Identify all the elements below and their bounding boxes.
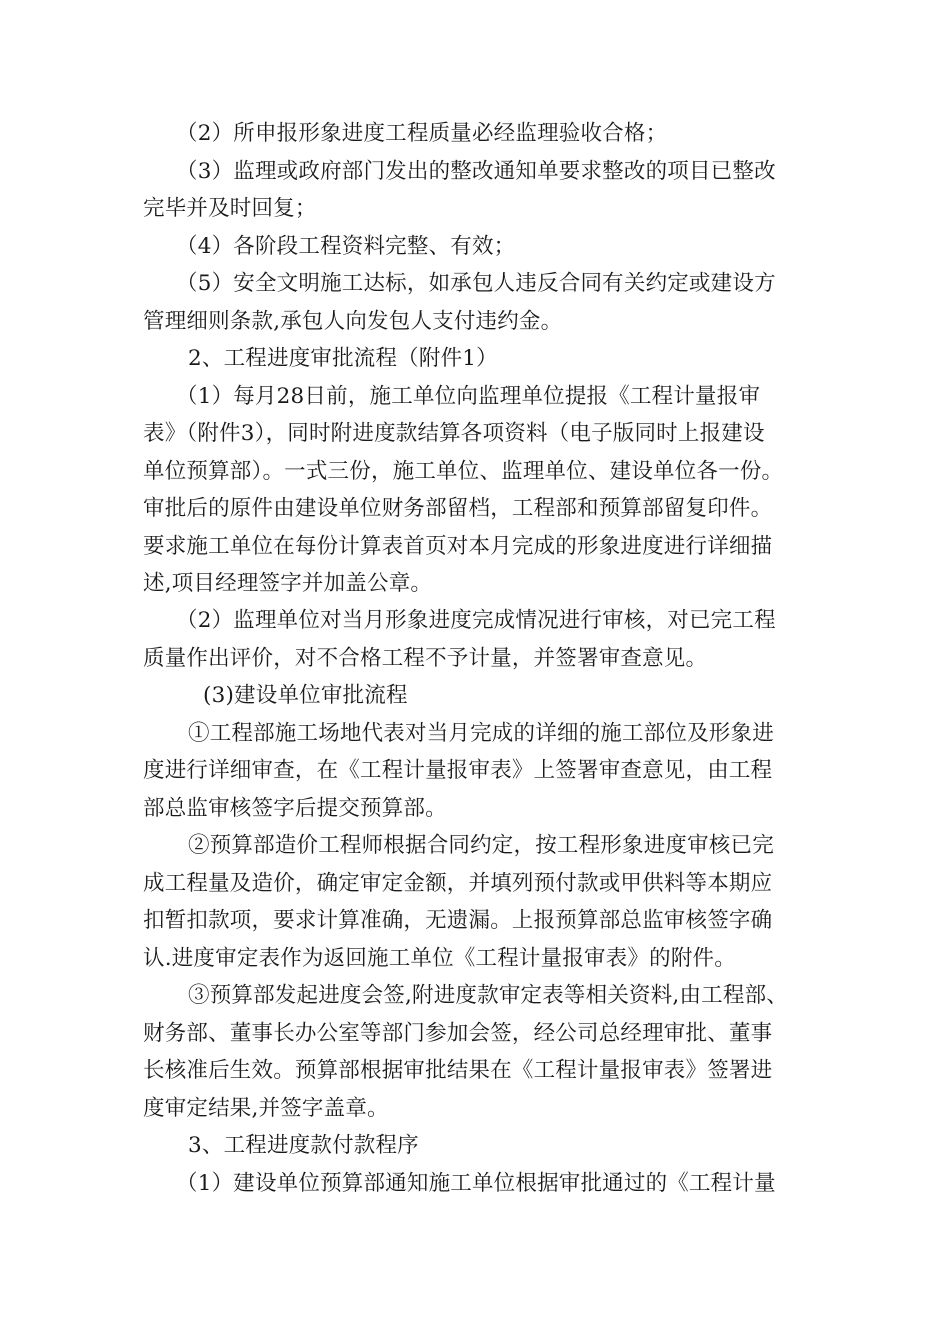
subsection-heading: (3)建设单位审批流程 — [203, 683, 408, 708]
text-line: 审批后的原件由建设单位财务部留档，工程部和预算部留复印件。 — [143, 496, 773, 521]
text-line: （1）建设单位预算部通知施工单位根据审批通过的《工程计量 — [176, 1171, 776, 1196]
section-heading: 2、工程进度审批流程（附件1） — [188, 346, 498, 371]
text-line: （5）安全文明施工达标，如承包人违反合同有关约定或建设方 — [176, 271, 776, 296]
text-line: 质量作出评价，对不合格工程不予计量，并签署审查意见。 — [143, 646, 708, 671]
text-line: 述,项目经理签字并加盖公章。 — [143, 571, 433, 596]
text-line: （3）监理或政府部门发出的整改通知单要求整改的项目已整改 — [176, 159, 776, 184]
text-line: （4）各阶段工程资料完整、有效； — [176, 234, 516, 259]
text-line: 长核准后生效。预算部根据审批结果在《工程计量报审表》签署进 — [143, 1058, 773, 1083]
text-line: 单位预算部）。一式三份，施工单位、监理单位、建设单位各一份。 — [143, 459, 784, 484]
text-line: ③预算部发起进度会签,附进度款审定表等相关资料,由工程部、 — [188, 983, 788, 1008]
text-line: （2）监理单位对当月形象进度完成情况进行审核，对已完工程 — [176, 608, 776, 633]
text-line: （2）所申报形象进度工程质量必经监理验收合格； — [176, 121, 668, 146]
text-line: 完毕并及时回复； — [143, 196, 317, 221]
text-line: 度审定结果,并签字盖章。 — [143, 1096, 389, 1121]
text-line: 财务部、董事长办公室等部门参加会签，经公司总经理审批、董事 — [143, 1021, 773, 1046]
text-line: 部总监审核签字后提交预算部。 — [143, 796, 447, 821]
text-line: 认.进度审定表作为返回施工单位《工程计量报审表》的附件。 — [143, 946, 736, 971]
text-line: 扣暂扣款项，要求计算准确，无遗漏。上报预算部总监审核签字确 — [143, 908, 773, 933]
text-line: ①工程部施工场地代表对当月完成的详细的施工部位及形象进 — [188, 721, 774, 746]
text-line: 度进行详细审查，在《工程计量报审表》上签署审查意见，由工程 — [143, 758, 773, 783]
text-line: （1）每月28日前，施工单位向监理单位提报《工程计量报审 — [176, 384, 761, 409]
section-heading: 3、工程进度款付款程序 — [188, 1133, 419, 1158]
text-line: ②预算部造价工程师根据合同约定，按工程形象进度审核已完 — [188, 833, 774, 858]
text-line: 要求施工单位在每份计算表首页对本月完成的形象进度进行详细描 — [143, 534, 773, 559]
text-line: 管理细则条款,承包人向发包人支付违约金。 — [143, 309, 563, 334]
text-line: 表》（附件3），同时附进度款结算各项资料（电子版同时上报建设 — [143, 421, 765, 446]
text-line: 成工程量及造价，确定审定金额，并填列预付款或甲供料等本期应 — [143, 871, 773, 896]
